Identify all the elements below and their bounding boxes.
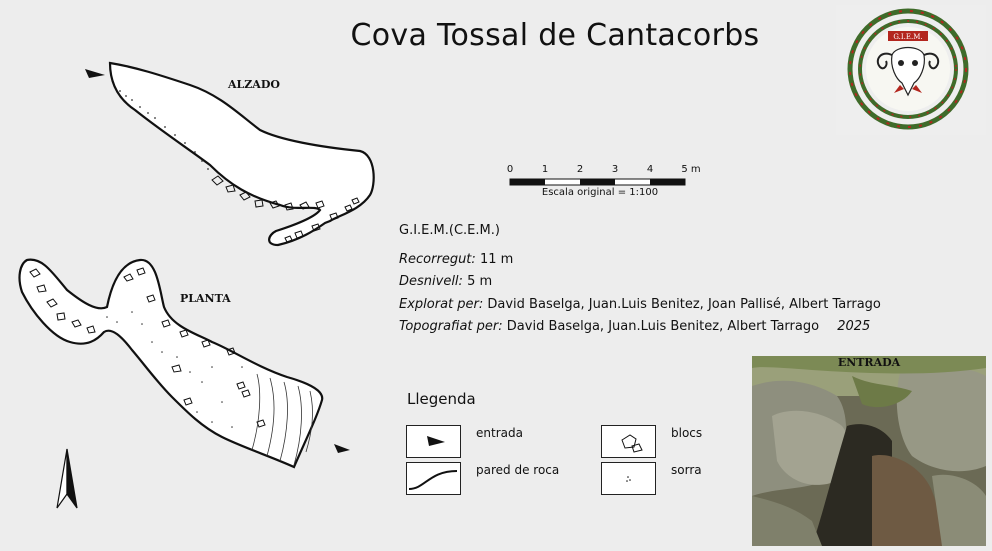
planta-drawing bbox=[12, 252, 357, 472]
planta-outline bbox=[20, 260, 323, 467]
desnivell-row bbox=[399, 271, 881, 294]
legend-entrada-box bbox=[406, 425, 461, 458]
logo-text: G.I.E.M. bbox=[893, 33, 923, 41]
north-arrow-icon bbox=[52, 446, 82, 512]
entrance-arrow-alzado bbox=[85, 69, 105, 78]
group-name: G.I.E.M.(C.E.M.) bbox=[399, 223, 500, 238]
topografiat-names: David Baselga, Juan.Luis Benitez, Albert Tarrago bbox=[506, 319, 820, 334]
blocks-icon bbox=[602, 426, 655, 457]
desnivell-value: 5 m bbox=[467, 274, 493, 289]
planta-label: PLANTA bbox=[180, 292, 231, 305]
entrada-arrow-icon bbox=[407, 426, 460, 457]
legend-title: Llegenda bbox=[407, 390, 476, 408]
legend-pared-box bbox=[406, 462, 461, 495]
page-title: Cova Tossal de Cantacorbs bbox=[350, 18, 760, 53]
survey-info bbox=[399, 220, 881, 339]
desnivell-label: Desnivell: bbox=[399, 274, 463, 289]
recorregut-row bbox=[399, 249, 881, 272]
survey-year: 2025 bbox=[837, 319, 871, 334]
giem-logo-emblem bbox=[836, 5, 986, 135]
photo-label: ENTRADA bbox=[837, 356, 901, 369]
recorregut-label: Recorregut: bbox=[399, 251, 476, 267]
rock-wall-icon bbox=[407, 463, 460, 494]
entrance-arrow-planta bbox=[334, 444, 350, 453]
recorregut-value: 11 m bbox=[479, 251, 514, 267]
scale-caption: Escala original = 1:100 bbox=[541, 187, 659, 198]
legend-sorra-label: sorra bbox=[671, 463, 702, 477]
legend-pared-label: pared de roca bbox=[476, 463, 560, 477]
entrance-photo-image bbox=[752, 356, 986, 546]
explorat-names: David Baselga, Juan.Luis Benitez, Joan Pallisé, Albert Tarrago bbox=[487, 296, 881, 312]
scale-tick: 1 bbox=[541, 164, 549, 175]
explorat-row bbox=[399, 294, 881, 317]
scale-tick: 5 m bbox=[681, 164, 701, 175]
topografiat-row bbox=[399, 316, 881, 339]
sand-icon bbox=[602, 463, 655, 494]
topografiat-label: Topografiat per: bbox=[399, 319, 503, 334]
legend-entrada-label: entrada bbox=[476, 426, 523, 440]
scale-tick: 0 bbox=[506, 164, 514, 175]
giem-logo bbox=[836, 5, 986, 135]
legend-blocs-box bbox=[601, 425, 656, 458]
legend-blocs-label: blocs bbox=[671, 426, 703, 440]
scale-tick: 2 bbox=[576, 164, 584, 175]
scale-tick: 3 bbox=[611, 164, 619, 175]
scale-tick: 4 bbox=[646, 164, 654, 175]
explorat-label: Explorat per: bbox=[399, 296, 484, 312]
legend-sorra-box bbox=[601, 462, 656, 495]
entrance-photo bbox=[752, 356, 986, 546]
alzado-label: ALZADO bbox=[228, 78, 280, 91]
